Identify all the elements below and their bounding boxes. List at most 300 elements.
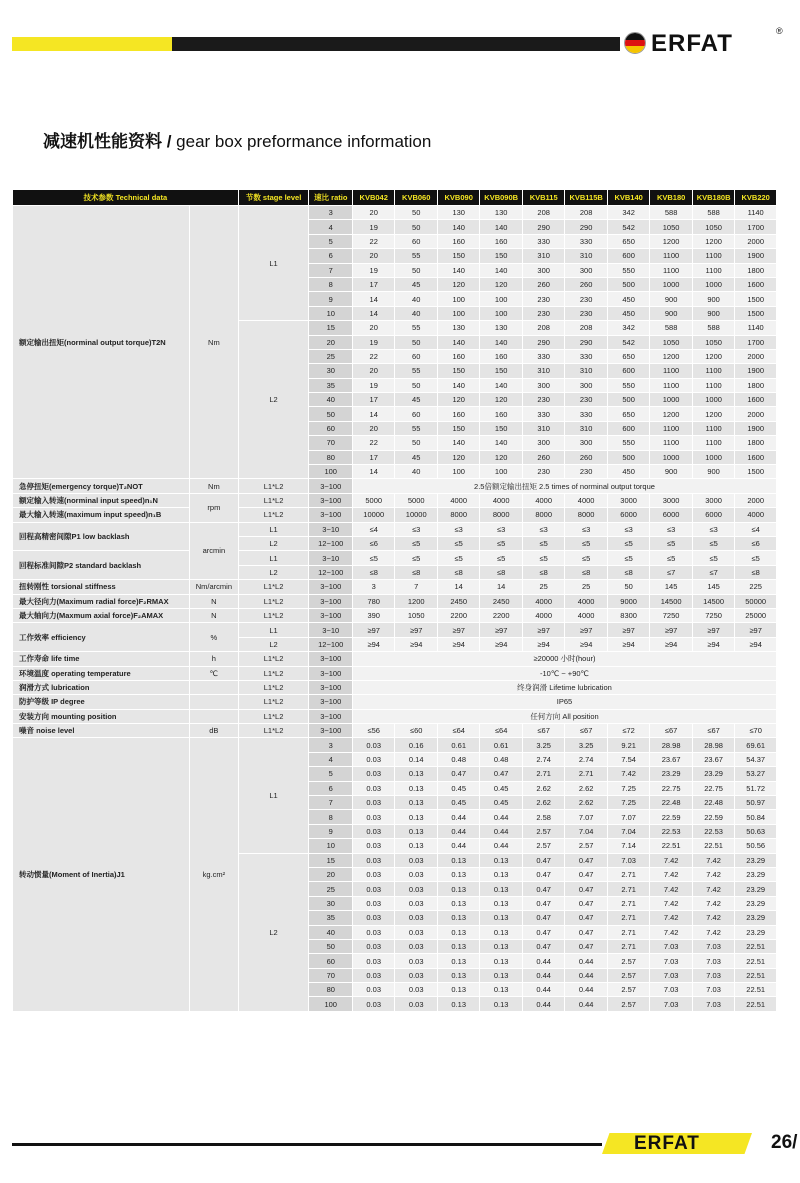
value-cell: 290 — [522, 220, 564, 234]
value-cell: 1050 — [395, 608, 437, 622]
value-cell: 0.03 — [395, 867, 437, 881]
value-cell: 1000 — [650, 277, 692, 291]
value-cell: 0.44 — [437, 839, 479, 853]
ratio-cell: 3 — [309, 738, 353, 752]
value-cell: ≤6 — [352, 536, 394, 550]
row-label: 环境温度 operating temperature — [13, 666, 190, 680]
span-cell: 2.5倍额定输出扭矩 2.5 times of norminal output torque — [352, 479, 776, 493]
value-cell: 50 — [395, 206, 437, 220]
unit-cell — [190, 680, 239, 694]
value-cell: 1600 — [735, 277, 777, 291]
table-row — [13, 493, 777, 507]
value-cell: 8000 — [437, 508, 479, 522]
value-cell: 7.03 — [692, 939, 734, 953]
value-cell: ≤3 — [692, 522, 734, 536]
ratio-cell: 60 — [309, 421, 353, 435]
value-cell: 600 — [607, 421, 649, 435]
value-cell: 14 — [352, 292, 394, 306]
value-cell: 0.48 — [480, 752, 522, 766]
value-cell: 19 — [352, 335, 394, 349]
value-cell: 2200 — [437, 608, 479, 622]
value-cell: 3.25 — [565, 738, 607, 752]
value-cell: 120 — [437, 277, 479, 291]
value-cell: 390 — [352, 608, 394, 622]
value-cell: 0.47 — [565, 867, 607, 881]
value-cell: 310 — [565, 421, 607, 435]
value-cell: 1700 — [735, 335, 777, 349]
stage-cell: L2 — [238, 565, 309, 579]
value-cell: ≤5 — [480, 536, 522, 550]
value-cell: 60 — [395, 349, 437, 363]
value-cell: 8000 — [522, 508, 564, 522]
value-cell: 23.29 — [735, 911, 777, 925]
value-cell: 208 — [522, 321, 564, 335]
value-cell: 0.03 — [352, 954, 394, 968]
value-cell: 7.42 — [692, 853, 734, 867]
value-cell: 0.47 — [522, 911, 564, 925]
ratio-cell: 12~100 — [309, 565, 353, 579]
value-cell: 45 — [395, 393, 437, 407]
value-cell: 2200 — [480, 608, 522, 622]
value-cell: ≥97 — [480, 623, 522, 637]
value-cell: 550 — [607, 263, 649, 277]
value-cell: 0.13 — [437, 939, 479, 953]
value-cell: 7.03 — [692, 954, 734, 968]
row-label: 最大输入转速(maximum input speed)n₁B — [13, 508, 190, 522]
value-cell: 7250 — [650, 608, 692, 622]
value-cell: 310 — [522, 249, 564, 263]
header-technical-data: 技术参数 Technical data — [13, 190, 239, 206]
value-cell: 160 — [437, 234, 479, 248]
value-cell: 2.57 — [522, 824, 564, 838]
unit-cell: Nm — [190, 206, 239, 479]
value-cell: 0.44 — [565, 997, 607, 1011]
value-cell: 19 — [352, 263, 394, 277]
value-cell: 0.03 — [352, 824, 394, 838]
value-cell: 2.62 — [565, 781, 607, 795]
value-cell: 0.13 — [480, 983, 522, 997]
ratio-cell: 70 — [309, 968, 353, 982]
value-cell: ≤5 — [735, 551, 777, 565]
value-cell: 0.13 — [437, 896, 479, 910]
brand-logo: ERFAT — [651, 30, 733, 57]
value-cell: 1900 — [735, 421, 777, 435]
value-cell: 330 — [522, 349, 564, 363]
value-cell: ≤4 — [352, 522, 394, 536]
value-cell: 0.44 — [565, 983, 607, 997]
value-cell: 300 — [522, 263, 564, 277]
value-cell: 50.84 — [735, 810, 777, 824]
value-cell: 650 — [607, 234, 649, 248]
row-label: 最大轴向力(Maxmum axial force)F₂AMAX — [13, 608, 190, 622]
value-cell: 60 — [395, 407, 437, 421]
unit-cell: N — [190, 594, 239, 608]
header-model: KVB140 — [607, 190, 649, 206]
value-cell: ≤3 — [650, 522, 692, 536]
unit-cell: rpm — [190, 493, 239, 522]
value-cell: 22.75 — [650, 781, 692, 795]
value-cell: 0.44 — [437, 810, 479, 824]
value-cell: 7.07 — [565, 810, 607, 824]
ratio-cell: 100 — [309, 465, 353, 479]
table-row — [13, 666, 777, 680]
value-cell: 20 — [352, 249, 394, 263]
value-cell: 0.13 — [437, 968, 479, 982]
value-cell: 2.57 — [565, 839, 607, 853]
value-cell: 0.47 — [437, 767, 479, 781]
value-cell: 7.42 — [650, 896, 692, 910]
value-cell: 1000 — [692, 450, 734, 464]
value-cell: 7250 — [692, 608, 734, 622]
value-cell: 50.56 — [735, 839, 777, 853]
value-cell: ≥94 — [522, 637, 564, 651]
ratio-cell: 3~100 — [309, 608, 353, 622]
value-cell: 1050 — [692, 335, 734, 349]
value-cell: 1200 — [650, 349, 692, 363]
value-cell: 0.13 — [437, 853, 479, 867]
value-cell: 150 — [437, 364, 479, 378]
value-cell: 3.25 — [522, 738, 564, 752]
ratio-cell: 3 — [309, 206, 353, 220]
ratio-cell: 50 — [309, 407, 353, 421]
ratio-cell: 4 — [309, 752, 353, 766]
value-cell: 7.03 — [692, 983, 734, 997]
ratio-cell: 60 — [309, 954, 353, 968]
row-label: 急停扭矩(emergency torque)T₂NOT — [13, 479, 190, 493]
value-cell: 14 — [480, 580, 522, 594]
value-cell: 2.71 — [607, 939, 649, 953]
ratio-cell: 12~100 — [309, 637, 353, 651]
value-cell: 7.42 — [692, 925, 734, 939]
value-cell: 14500 — [692, 594, 734, 608]
value-cell: 0.61 — [437, 738, 479, 752]
value-cell: 1000 — [650, 393, 692, 407]
value-cell: 4000 — [735, 508, 777, 522]
ratio-cell: 35 — [309, 911, 353, 925]
value-cell: 2.74 — [565, 752, 607, 766]
value-cell: 550 — [607, 436, 649, 450]
value-cell: 230 — [522, 306, 564, 320]
value-cell: 145 — [650, 580, 692, 594]
stage-cell: L2 — [238, 321, 309, 479]
ratio-cell: 80 — [309, 450, 353, 464]
value-cell: 900 — [692, 465, 734, 479]
value-cell: 0.03 — [352, 997, 394, 1011]
value-cell: 330 — [565, 349, 607, 363]
value-cell: 1000 — [692, 277, 734, 291]
value-cell: 1800 — [735, 378, 777, 392]
value-cell: 2.71 — [607, 925, 649, 939]
value-cell: 4000 — [565, 594, 607, 608]
ratio-cell: 3~100 — [309, 493, 353, 507]
ratio-cell: 12~100 — [309, 536, 353, 550]
value-cell: 2000 — [735, 493, 777, 507]
ratio-cell: 10 — [309, 839, 353, 853]
value-cell: 0.03 — [395, 939, 437, 953]
value-cell: 55 — [395, 321, 437, 335]
value-cell: 130 — [437, 321, 479, 335]
value-cell: 120 — [480, 450, 522, 464]
value-cell: 500 — [607, 277, 649, 291]
value-cell: 7.42 — [650, 925, 692, 939]
row-label: 最大径向力(Maximum radial force)F₂RMAX — [13, 594, 190, 608]
value-cell: 1050 — [692, 220, 734, 234]
value-cell: ≤8 — [395, 565, 437, 579]
unit-cell — [190, 695, 239, 709]
value-cell: 150 — [480, 249, 522, 263]
value-cell: 0.16 — [395, 738, 437, 752]
ratio-cell: 3~10 — [309, 522, 353, 536]
value-cell: ≤64 — [480, 724, 522, 738]
ratio-cell: 4 — [309, 220, 353, 234]
row-label: 润滑方式 lubrication — [13, 680, 190, 694]
value-cell: 28.98 — [650, 738, 692, 752]
value-cell: 22.51 — [735, 954, 777, 968]
unit-cell: arcmin — [190, 522, 239, 580]
value-cell: 542 — [607, 335, 649, 349]
value-cell: ≤3 — [395, 522, 437, 536]
value-cell: ≤3 — [437, 522, 479, 536]
value-cell: 28.98 — [692, 738, 734, 752]
value-cell: 140 — [480, 220, 522, 234]
value-cell: 23.29 — [735, 896, 777, 910]
value-cell: 588 — [692, 321, 734, 335]
stage-cell: L1*L2 — [238, 724, 309, 738]
value-cell: 100 — [437, 465, 479, 479]
value-cell: 342 — [607, 321, 649, 335]
ratio-cell: 5 — [309, 234, 353, 248]
value-cell: 7.03 — [650, 997, 692, 1011]
header-model: KVB090 — [437, 190, 479, 206]
value-cell: 0.47 — [522, 925, 564, 939]
value-cell: 160 — [437, 349, 479, 363]
value-cell: 450 — [607, 292, 649, 306]
value-cell: 7.03 — [650, 968, 692, 982]
value-cell: 1500 — [735, 292, 777, 306]
value-cell: 0.03 — [352, 738, 394, 752]
ratio-cell: 25 — [309, 349, 353, 363]
ratio-cell: 8 — [309, 810, 353, 824]
unit-cell — [190, 709, 239, 723]
value-cell: 0.13 — [437, 925, 479, 939]
value-cell: 310 — [565, 364, 607, 378]
value-cell: 260 — [522, 450, 564, 464]
header-yellow-bar — [12, 37, 172, 51]
value-cell: 40 — [395, 306, 437, 320]
row-label: 安装方向 mounting position — [13, 709, 190, 723]
value-cell: 0.45 — [480, 781, 522, 795]
value-cell: 23.29 — [650, 767, 692, 781]
table-header-row — [13, 190, 777, 206]
value-cell: 7.25 — [607, 781, 649, 795]
value-cell: 0.47 — [565, 939, 607, 953]
value-cell: 0.03 — [395, 968, 437, 982]
value-cell: 0.44 — [480, 810, 522, 824]
table-row — [13, 724, 777, 738]
ratio-cell: 20 — [309, 335, 353, 349]
value-cell: 1100 — [650, 436, 692, 450]
value-cell: 208 — [522, 206, 564, 220]
value-cell: ≤8 — [522, 565, 564, 579]
span-cell: 任何方向 All position — [352, 709, 776, 723]
value-cell: 7.04 — [607, 824, 649, 838]
value-cell: 23.29 — [692, 767, 734, 781]
value-cell: ≥97 — [692, 623, 734, 637]
value-cell: 1200 — [395, 594, 437, 608]
value-cell: 2.57 — [607, 983, 649, 997]
value-cell: 1600 — [735, 393, 777, 407]
value-cell: 140 — [437, 263, 479, 277]
value-cell: 4000 — [565, 608, 607, 622]
ratio-cell: 5 — [309, 767, 353, 781]
value-cell: 50 — [395, 263, 437, 277]
value-cell: 208 — [565, 206, 607, 220]
value-cell: 0.61 — [480, 738, 522, 752]
value-cell: 300 — [565, 378, 607, 392]
ratio-cell: 30 — [309, 364, 353, 378]
value-cell: 22.51 — [735, 939, 777, 953]
unit-cell: Nm/arcmin — [190, 580, 239, 594]
ratio-cell: 15 — [309, 321, 353, 335]
value-cell: 140 — [480, 335, 522, 349]
table-row — [13, 738, 777, 752]
value-cell: 1800 — [735, 436, 777, 450]
value-cell: 0.13 — [480, 939, 522, 953]
value-cell: ≤67 — [650, 724, 692, 738]
value-cell: 2.71 — [607, 896, 649, 910]
stage-cell: L1*L2 — [238, 695, 309, 709]
value-cell: 225 — [735, 580, 777, 594]
value-cell: 1100 — [650, 378, 692, 392]
stage-cell: L2 — [238, 536, 309, 550]
value-cell: ≤5 — [692, 551, 734, 565]
value-cell: 23.29 — [735, 882, 777, 896]
value-cell: 22.51 — [735, 997, 777, 1011]
value-cell: 4000 — [565, 493, 607, 507]
value-cell: 20 — [352, 321, 394, 335]
value-cell: 450 — [607, 465, 649, 479]
value-cell: ≥94 — [565, 637, 607, 651]
value-cell: 0.13 — [437, 983, 479, 997]
ratio-cell: 3~100 — [309, 580, 353, 594]
value-cell: ≥97 — [607, 623, 649, 637]
value-cell: 1050 — [650, 220, 692, 234]
table-row — [13, 695, 777, 709]
value-cell: 0.45 — [480, 796, 522, 810]
stage-cell: L1*L2 — [238, 580, 309, 594]
value-cell: ≤5 — [607, 551, 649, 565]
value-cell: 50.97 — [735, 796, 777, 810]
value-cell: 0.48 — [437, 752, 479, 766]
value-cell: 260 — [565, 450, 607, 464]
value-cell: 120 — [480, 393, 522, 407]
value-cell: ≤5 — [395, 551, 437, 565]
value-cell: ≥97 — [352, 623, 394, 637]
value-cell: 50.63 — [735, 824, 777, 838]
value-cell: 6000 — [692, 508, 734, 522]
ratio-cell: 3~100 — [309, 680, 353, 694]
value-cell: 4000 — [437, 493, 479, 507]
table-row — [13, 479, 777, 493]
value-cell: 0.03 — [395, 983, 437, 997]
value-cell: 14 — [352, 407, 394, 421]
ratio-cell: 3~10 — [309, 551, 353, 565]
value-cell: 23.29 — [735, 867, 777, 881]
value-cell: ≤5 — [565, 551, 607, 565]
value-cell: 25000 — [735, 608, 777, 622]
value-cell: 0.13 — [395, 824, 437, 838]
header-model: KVB042 — [352, 190, 394, 206]
value-cell: ≤3 — [480, 522, 522, 536]
value-cell: 5000 — [395, 493, 437, 507]
value-cell: 1100 — [650, 364, 692, 378]
value-cell: 230 — [522, 465, 564, 479]
stage-cell: L1*L2 — [238, 652, 309, 666]
value-cell: 69.61 — [735, 738, 777, 752]
value-cell: 140 — [437, 335, 479, 349]
value-cell: 0.47 — [480, 767, 522, 781]
value-cell: 2.57 — [607, 997, 649, 1011]
value-cell: 14 — [352, 465, 394, 479]
value-cell: ≤67 — [565, 724, 607, 738]
value-cell: 22.53 — [650, 824, 692, 838]
value-cell: 0.44 — [480, 824, 522, 838]
value-cell: 1000 — [650, 450, 692, 464]
value-cell: 22.53 — [692, 824, 734, 838]
value-cell: 22.51 — [735, 983, 777, 997]
value-cell: 3 — [352, 580, 394, 594]
value-cell: 22.51 — [692, 839, 734, 853]
value-cell: 0.47 — [565, 882, 607, 896]
value-cell: 10000 — [352, 508, 394, 522]
value-cell: 310 — [522, 364, 564, 378]
value-cell: ≤8 — [437, 565, 479, 579]
value-cell: 290 — [565, 220, 607, 234]
value-cell: 60 — [395, 234, 437, 248]
value-cell: 0.44 — [522, 983, 564, 997]
value-cell: 140 — [437, 436, 479, 450]
value-cell: 2.57 — [522, 839, 564, 853]
value-cell: 780 — [352, 594, 394, 608]
value-cell: ≤67 — [522, 724, 564, 738]
value-cell: 7.03 — [692, 997, 734, 1011]
value-cell: 7.03 — [650, 983, 692, 997]
header-stage-level: 节数 stage level — [238, 190, 309, 206]
page-title — [43, 127, 431, 152]
value-cell: 0.45 — [437, 796, 479, 810]
value-cell: 7.03 — [692, 968, 734, 982]
value-cell: 550 — [607, 378, 649, 392]
header-model: KVB060 — [395, 190, 437, 206]
value-cell: 2000 — [735, 407, 777, 421]
value-cell: ≤8 — [565, 565, 607, 579]
ratio-cell: 15 — [309, 853, 353, 867]
value-cell: 1050 — [650, 335, 692, 349]
unit-cell: ℃ — [190, 666, 239, 680]
unit-cell: dB — [190, 724, 239, 738]
value-cell: 1200 — [692, 407, 734, 421]
value-cell: 6000 — [607, 508, 649, 522]
value-cell: 2.57 — [607, 968, 649, 982]
value-cell: ≤5 — [437, 551, 479, 565]
value-cell: 50000 — [735, 594, 777, 608]
value-cell: 0.03 — [352, 796, 394, 810]
value-cell: 0.13 — [437, 954, 479, 968]
value-cell: 0.03 — [352, 810, 394, 824]
value-cell: 140 — [437, 220, 479, 234]
value-cell: 0.03 — [352, 896, 394, 910]
value-cell: 7.03 — [650, 939, 692, 953]
